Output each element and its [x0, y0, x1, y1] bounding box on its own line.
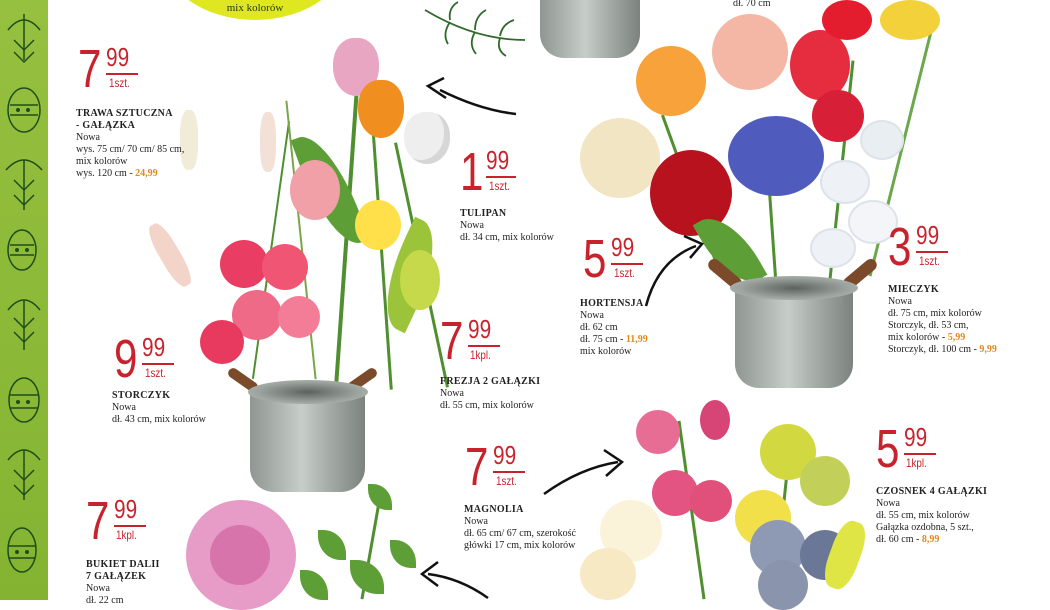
cream-hydrangea: [580, 118, 660, 198]
product-detail: Storczyk, dł. 53 cm,: [888, 320, 969, 331]
product-detail: Gałązka ozdobna, 5 szt.,: [876, 522, 974, 533]
product-detail: dł. 22 cm: [86, 595, 124, 606]
product-name: STORCZYK: [112, 390, 171, 401]
product-detail-variant: [580, 334, 710, 346]
price-integer: 9: [114, 329, 138, 389]
leaf: [318, 530, 346, 560]
price-unit: 1kpl.: [470, 348, 491, 362]
variant-label: Storczyk, dł. 100 cm -: [888, 344, 980, 355]
price-underline: [142, 363, 174, 365]
price-underline: [486, 176, 516, 178]
white-orchid: [820, 160, 870, 204]
product-desc-tulipan: [460, 208, 590, 244]
price-unit: 1szt.: [919, 254, 940, 268]
orchid-flower: [220, 240, 268, 288]
price-unit: 1kpl.: [906, 456, 927, 470]
magnolia-bud: [700, 400, 730, 440]
product-name: MIECZYK: [888, 284, 939, 295]
product-detail: mix kolorów: [580, 346, 632, 357]
product-detail-variant: [76, 168, 226, 180]
product-name-line2: - GAŁĄZKA: [76, 120, 136, 131]
product-detail: mix kolorów: [76, 156, 128, 167]
product-name-line2: 7 GAŁĄZEK: [86, 571, 147, 582]
yellow-freesia: [355, 200, 401, 250]
yellow-gladiolus: [880, 0, 940, 40]
magnolia-flower: [690, 480, 732, 522]
leaf: [368, 484, 392, 510]
allium-flower: [800, 456, 850, 506]
price-integer: 5: [876, 419, 900, 479]
price-unit: 1szt.: [109, 76, 130, 90]
product-name: MAGNOLIA: [464, 504, 524, 515]
variant-label: dł. 60 cm -: [876, 534, 922, 545]
price-underline: [916, 251, 948, 253]
freesia-flower: [290, 160, 340, 220]
product-detail: dł. 65 cm/ 67 cm, szerokość: [464, 528, 576, 539]
price-decimal: 99: [904, 422, 928, 452]
product-tag: Nowa: [112, 402, 136, 413]
product-tag: Nowa: [464, 516, 488, 527]
price-underline: [904, 453, 936, 455]
price-decimal: 99: [916, 220, 940, 250]
price-decimal: 99: [493, 440, 517, 470]
price-decimal: 99: [142, 332, 166, 362]
price-unit: 1szt.: [489, 179, 510, 193]
price-underline: [611, 263, 643, 265]
variant-price: 9,99: [979, 344, 997, 355]
product-tag: Nowa: [876, 498, 900, 509]
variant-label: wys. 120 cm -: [76, 168, 136, 179]
leaf: [300, 570, 328, 600]
price-unit: 1szt.: [614, 266, 635, 280]
price-decimal: 99: [114, 494, 138, 524]
decorative-side-band: [0, 0, 48, 600]
leaf: [350, 560, 384, 594]
product-desc-frezja: [440, 376, 580, 412]
grass-plume: [144, 220, 196, 291]
metal-pot: [540, 0, 640, 58]
product-name: FREZJA 2 GAŁĄZKI: [440, 376, 541, 387]
product-detail: wys. 75 cm/ 70 cm/ 85 cm,: [76, 144, 185, 155]
product-detail: dł. 43 cm, mix kolorów: [112, 414, 206, 425]
arrow-left-icon: [410, 560, 490, 600]
price-integer: 1: [460, 142, 484, 202]
product-name: TRAWA SZTUCZNA: [76, 108, 173, 119]
white-orchid: [810, 228, 856, 268]
arrow-left-icon: [420, 70, 520, 120]
product-detail-variant: [876, 534, 1026, 546]
price-integer: 7: [78, 39, 102, 99]
peach-hydrangea: [712, 14, 788, 90]
arrow-right-icon: [540, 440, 630, 500]
variant-label: dł. 75 cm -: [580, 334, 626, 345]
price-integer: 3: [888, 217, 912, 277]
product-tag: Nowa: [888, 296, 912, 307]
price-decimal: 99: [611, 232, 635, 262]
leaf-sprig-icon: [420, 0, 530, 60]
metal-pot: [735, 288, 853, 388]
dahlia-center: [210, 525, 270, 585]
variant-label: mix kolorów -: [888, 332, 948, 343]
orange-hydrangea: [636, 46, 706, 116]
product-tag: Nowa: [580, 310, 604, 321]
pot-rim: [730, 276, 858, 300]
price-integer: 7: [465, 437, 489, 497]
product-detail: dł. 62 cm: [580, 322, 618, 333]
product-detail: dł. 75 cm, mix kolorów: [888, 308, 982, 319]
product-name: BUKIET DALII: [86, 559, 160, 570]
gladiolus-flower: [812, 90, 864, 142]
orchid-flower: [200, 320, 244, 364]
price-underline: [468, 345, 500, 347]
white-orchid: [860, 120, 904, 160]
product-name: HORTENSJA: [580, 298, 644, 309]
price-underline: [493, 471, 525, 473]
orchid-flower: [278, 296, 320, 338]
product-desc-hortensja: [580, 298, 710, 358]
blue-hydrangea: [728, 116, 824, 196]
product-detail: dł. 55 cm, mix kolorów: [440, 400, 534, 411]
pot-rim: [248, 380, 368, 404]
badge-text: mix kolorów: [226, 2, 284, 14]
product-name: CZOSNEK 4 GAŁĄZKI: [876, 486, 988, 497]
price-underline: [114, 525, 146, 527]
price-integer: 5: [583, 229, 607, 289]
orange-tulip: [358, 80, 404, 138]
product-desc-trawa: [76, 108, 226, 180]
product-detail-variant: [888, 332, 1038, 344]
partial-desc: dł. 70 cm: [733, 0, 771, 9]
product-desc-czosnek: [876, 486, 1026, 546]
price-decimal: 99: [106, 42, 130, 72]
product-detail: główki 17 cm, mix kolorów: [464, 540, 576, 551]
variant-price: 24,99: [135, 168, 158, 179]
grass-plume: [260, 112, 276, 172]
variant-price: 11,99: [625, 334, 648, 345]
flower-stem: [370, 110, 393, 390]
product-desc-magnolia: [464, 504, 614, 552]
variant-price: 8,99: [921, 534, 940, 545]
metal-pot: [250, 392, 365, 492]
variant-price: 5,99: [947, 332, 966, 343]
product-name: TULIPAN: [460, 208, 507, 219]
product-tag: Nowa: [440, 388, 464, 399]
price-decimal: 99: [468, 314, 492, 344]
cream-magnolia: [580, 548, 636, 600]
product-tag: Nowa: [460, 220, 484, 231]
product-detail: dł. 55 cm, mix kolorów: [876, 510, 970, 521]
product-tag: Nowa: [86, 583, 110, 594]
price-underline: [106, 73, 138, 75]
magnolia-flower: [636, 410, 680, 454]
price-decimal: 99: [486, 145, 510, 175]
product-tag: Nowa: [76, 132, 100, 143]
product-desc-mieczyk: [888, 284, 1038, 356]
price-unit: 1szt.: [145, 366, 166, 380]
price-integer: 7: [440, 311, 464, 371]
product-detail: dł. 34 cm, mix kolorów: [460, 232, 554, 243]
orchid-flower: [262, 244, 308, 290]
gladiolus-flower: [822, 0, 872, 40]
price-integer: 7: [86, 491, 110, 551]
blue-allium: [758, 560, 808, 610]
green-freesia: [400, 250, 440, 310]
price-unit: 1szt.: [496, 474, 517, 488]
leaf-pattern-icon: [0, 0, 48, 600]
product-desc-storczyk: [112, 390, 242, 426]
price-unit: 1kpl.: [116, 528, 137, 542]
product-detail-variant: [888, 344, 1038, 356]
